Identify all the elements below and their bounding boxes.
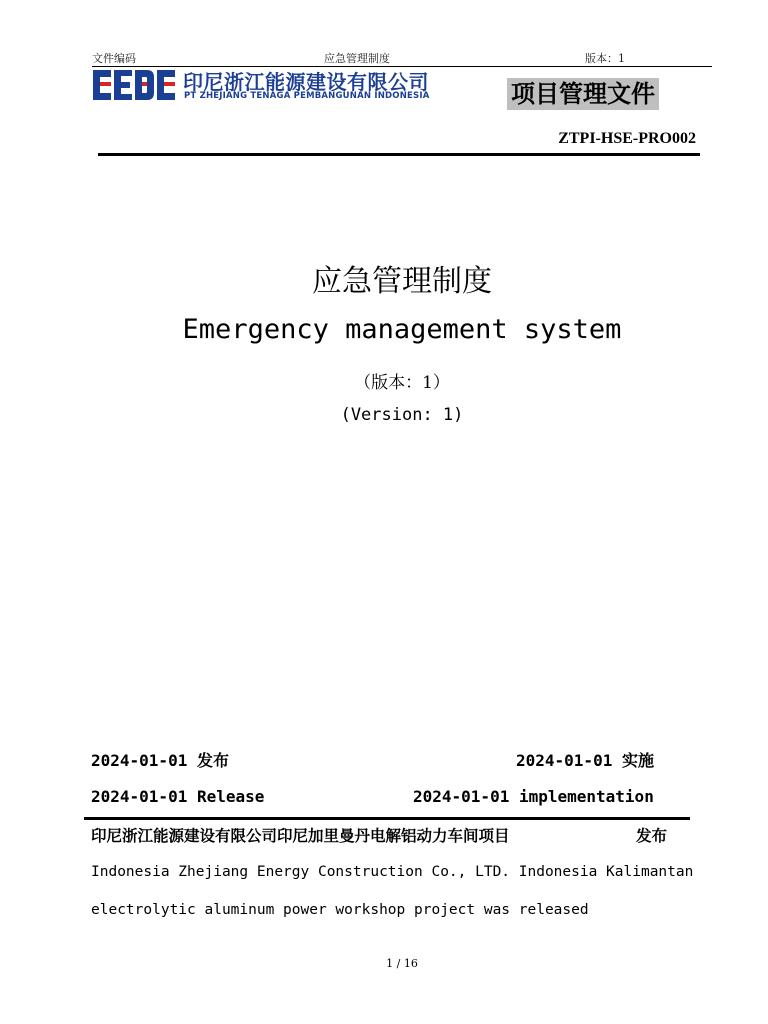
company-name-cn: 印尼浙江能源建设有限公司 (183, 70, 429, 94)
page-number: 1 / 16 (386, 957, 418, 970)
header-title: 应急管理制度 (324, 52, 390, 65)
release-date-en: 2024-01-01 Release (91, 787, 265, 806)
issuer-cn-released: 发布 (636, 827, 668, 845)
cedc-logo-icon (91, 68, 177, 102)
implement-date-cn: 2024-01-01 实施 (516, 751, 654, 770)
company-logo (91, 68, 177, 102)
version-en: (Version: 1) (340, 405, 464, 425)
issuer-cn: 印尼浙江能源建设有限公司印尼加里曼丹电解铝动力车间项目 (91, 827, 510, 845)
header-doc-code-label: 文件编码 (92, 52, 136, 65)
implement-date-en: 2024-01-01 implementation (413, 787, 654, 806)
document-code: ZTPI-HSE-PRO002 (558, 130, 696, 147)
document-title-cn: 应急管理制度 (312, 264, 492, 299)
issuer-en-line2: electrolytic aluminum power workshop project was released (91, 902, 589, 918)
release-date-cn: 2024-01-01 发布 (91, 751, 229, 770)
title-block-rule (98, 153, 700, 156)
document-title-en: Emergency management system (182, 314, 622, 345)
header-version: 版本：1 (585, 52, 625, 65)
issuer-en-line1: Indonesia Zhejiang Energy Construction Co., LTD. Indonesia Kalimantan (91, 864, 694, 880)
footer-rule (84, 817, 690, 820)
document-type-label: 项目管理文件 (507, 78, 659, 110)
version-cn: （版本：1） (354, 373, 450, 393)
company-name-en: PT ZHEJIANG TENAGA PEMBANGUNAN INDONESIA (184, 91, 430, 101)
